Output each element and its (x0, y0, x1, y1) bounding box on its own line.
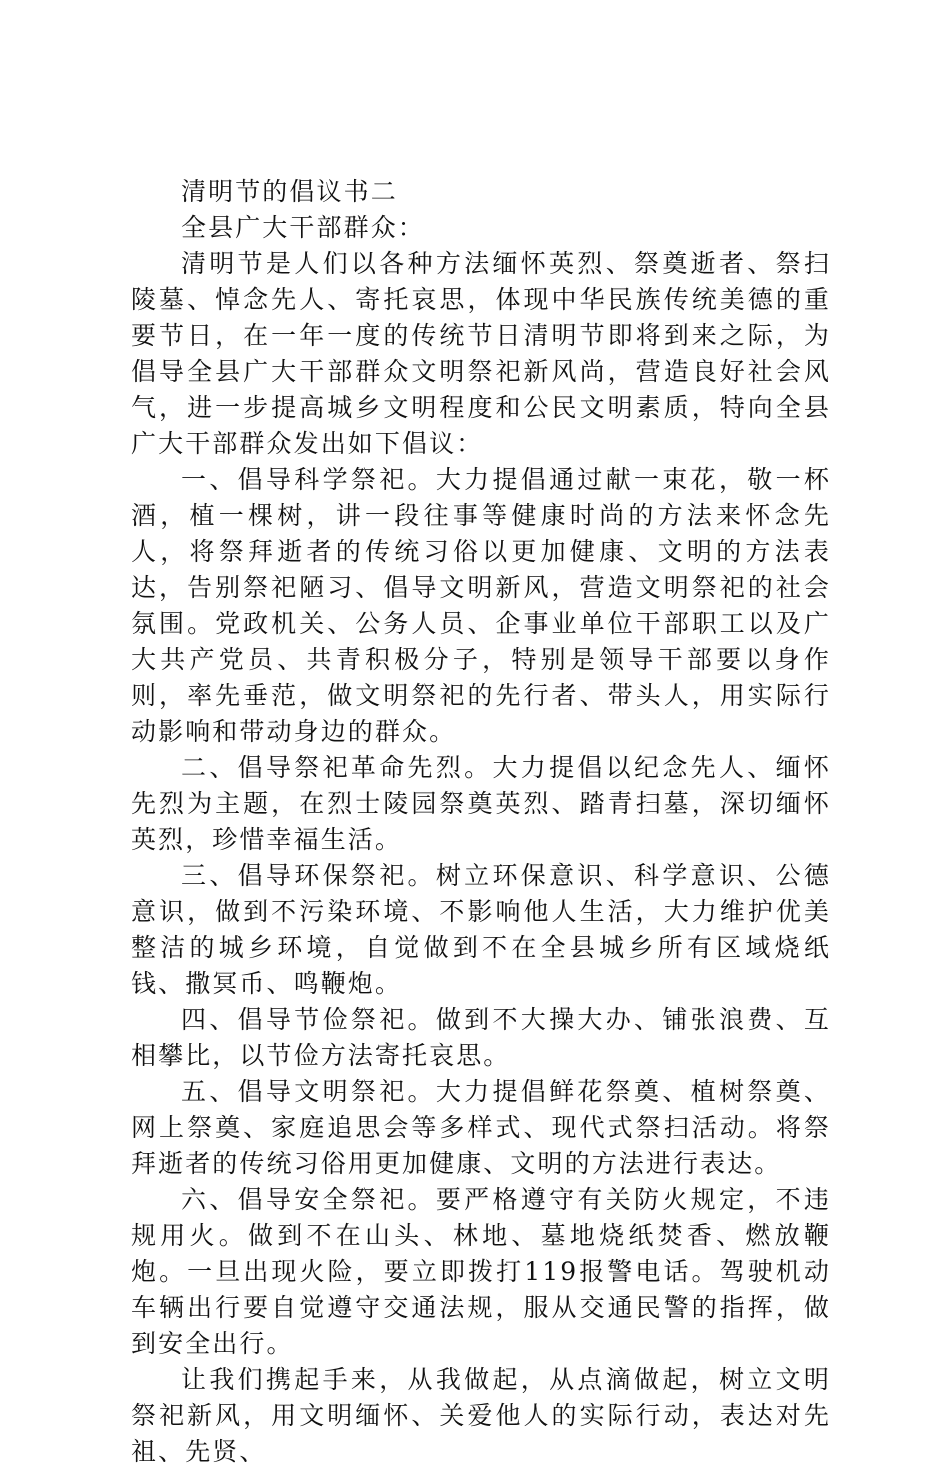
paragraph-closing: 让我们携起手来，从我做起，从点滴做起，树立文明祭祀新风，用文明缅怀、关爱他人的实际行动，表达对先祖、先贤、 (131, 1365, 831, 1466)
paragraph-item-6: 六、倡导安全祭祀。要严格遵守有关防火规定，不违规用火。做到不在山头、林地、墓地烧纸焚香、燃放鞭炮。一旦出现火险，要立即拨打119报警电话。驾驶机动车辆出行要自觉遵守交通法规，服从交通民警的指挥，做到安全出行。 (131, 1185, 831, 1358)
paragraph-item-3: 三、倡导环保祭祀。树立环保意识、科学意识、公德意识，做到不污染环境、不影响他人生活，大力维护优美整洁的城乡环境，自觉做到不在全县城乡所有区域烧纸钱、撒冥币、鸣鞭炮。 (131, 861, 831, 998)
paragraph-item-2: 二、倡导祭祀革命先烈。大力提倡以纪念先人、缅怀先烈为主题，在烈士陵园祭奠英烈、踏青扫墓，深切缅怀英烈，珍惜幸福生活。 (131, 753, 831, 854)
paragraph-item-1: 一、倡导科学祭祀。大力提倡通过献一束花，敬一杯酒，植一棵树，讲一段往事等健康时尚的方法来怀念先人，将祭拜逝者的传统习俗以更加健康、文明的方法表达，告别祭祀陋习、倡导文明新风，营造文明祭祀的社会氛围。党政机关、公务人员、企事业单位干部职工以及广大共产党员、共青积极分子，特别是领导干部要以身作则，率先垂范，做文明祭祀的先行者、带头人，用实际行动影响和带动身边的群众。 (131, 465, 831, 746)
document-body (131, 174, 831, 1470)
paragraph-intro: 清明节是人们以各种方法缅怀英烈、祭奠逝者、祭扫陵墓、悼念先人、寄托哀思，体现中华民族传统美德的重要节日，在一年一度的传统节日清明节即将到来之际，为倡导全县广大干部群众文明祭祀新风尚，营造良好社会风气，进一步提高城乡文明程度和公民文明素质，特向全县广大干部群众发出如下倡议： (131, 249, 831, 458)
document-title: 清明节的倡议书二 (181, 177, 398, 206)
paragraph-item-5: 五、倡导文明祭祀。大力提倡鲜花祭奠、植树祭奠、网上祭奠、家庭追思会等多样式、现代式祭扫活动。将祭拜逝者的传统习俗用更加健康、文明的方法进行表达。 (131, 1077, 831, 1178)
salutation: 全县广大干部群众： (181, 213, 425, 242)
paragraph-item-4: 四、倡导节俭祭祀。做到不大操大办、铺张浪费、互相攀比，以节俭方法寄托哀思。 (131, 1005, 831, 1070)
